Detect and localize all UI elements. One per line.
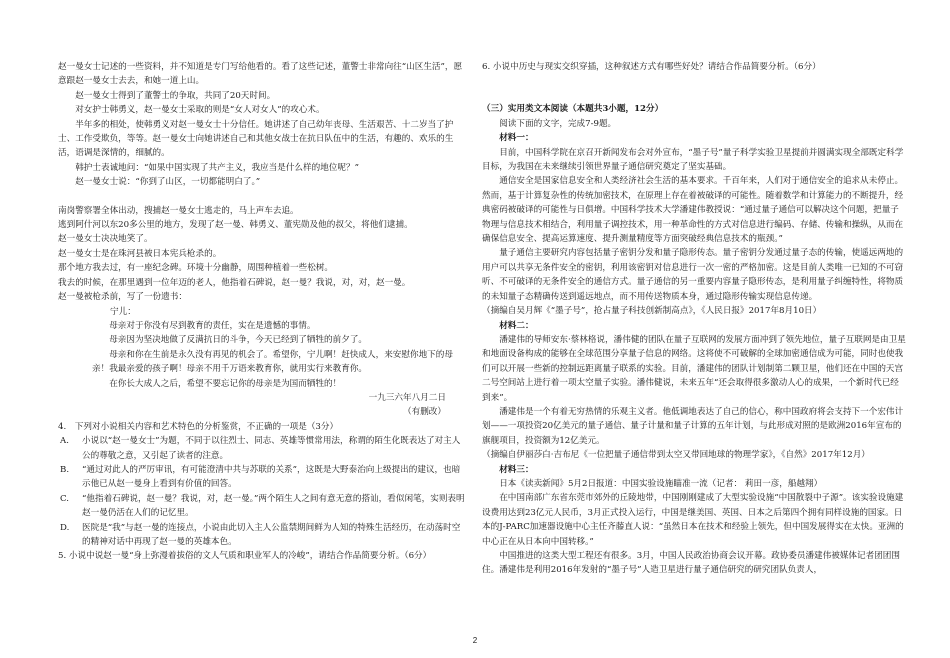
story-paragraph: 南岗警察署全体出动，搜捕赵一曼女士逃走的，马上声车去追。 (58, 205, 299, 216)
option-key: B. (60, 464, 70, 475)
story-paragraph: 赵一曼女士是在珠河县被日本宪兵枪杀的。 (58, 248, 222, 259)
material-2-label: 材料二： (499, 320, 534, 331)
letter-paragraph: 母亲和你在生前是永久没有再见的机会了。希望你，宁儿啊！赶快成人，来安慰你地下的母亲！我最亲爱的孩子啊！母亲不用千万语来教育你，就用实行来教育你。 (92, 349, 453, 375)
option-key: C. (60, 493, 70, 504)
option-a (58, 434, 466, 463)
instruction: 阅读下面的文字，完成7-9题。 (499, 118, 617, 129)
question-5: 5. 小说中说赵一曼“身上弥漫着拔俗的文人气质和职业军人的冷峻”，请结合作品简要分析。（6分） (58, 551, 432, 562)
option-key: A. (60, 436, 69, 447)
story-paragraph: 对女护士韩勇义，赵一曼女士采取的则是“女人对女人”的攻心术。 (75, 105, 325, 116)
story-paragraph: 逃到阿什河以东20多公里的地方，发现了赵一曼、韩勇义、董宪勋及他的叔父，将他们逮捕。 (58, 220, 413, 231)
story-paragraph: 赵一曼女士记述的一些资料，并不知道是专门写给他看的。看了这些记述，董警士非常向往“山区生活”，愿意跟赵一曼女士去去，和她一道上山。 (58, 62, 463, 87)
question-4-stem: 4. 下列对小说相关内容和艺术特色的分析鉴赏，不正确的一项是（3分） (58, 421, 339, 432)
page-number: 2 (472, 636, 478, 645)
letter-salutation: 宁儿： (110, 306, 136, 317)
option-key: D. (60, 522, 70, 533)
story-paragraph: 赵一曼女士说：“你到了山区，一切都能明白了。” (75, 177, 261, 188)
story-paragraph: 半年多的相处，使韩勇义对赵一曼女士十分信任。她讲述了自己幼年丧母、生活艰苦、十二岁当了护士、工作受欺负，等等。赵一曼女士向她讲述自己和其他女战士在抗日队伍中的生活，有趣的、欢乐的生活，语调是深情的，细腻的。 (58, 119, 454, 159)
section-title: （三）实用类文本阅读（本题共3小题，12分） (482, 104, 664, 115)
material-paragraph: 日本《读卖新闻》5月2日报道：中国实验设施瞄准一流（记者： 莉田一彦，船越翔） (499, 478, 823, 489)
source-note: （摘编自伊丽莎白·吉布尼《一位把量子通信带到太空又带回地球的物理学家》，《自然》2017年12月） (482, 450, 870, 461)
source-note: （有删改） (403, 407, 446, 418)
option-d (58, 521, 466, 550)
left-column (58, 60, 466, 564)
option-text: “通过对此人的严厉审讯，有可能澄清中共与苏联的关系”，这既是大野泰治向上级提出的建议，也暗示他已从赵一曼身上看到有价值的回答。 (82, 464, 461, 490)
source-note: （摘编自吴月辉《“墨子号”，抢占量子科技创新制高点》，《人民日报》2017年8月10日） (482, 306, 822, 317)
option-b (58, 463, 466, 492)
material-paragraph: 中国推进的这类大型工程还有很多。3月，中国人民政治协商会议开幕。政协委员潘建伟被媒体记者团团围住。潘建伟是利用2016年发射的“墨子号”人造卫星进行量子通信研究的研究团队负责人， (482, 551, 900, 576)
right-column (482, 60, 906, 578)
material-1-label: 材料一： (499, 133, 534, 144)
question-6: 6. 小说中历史与现实交织穿插，这种叙述方式有哪些好处？请结合作品简要分析。（6分） (482, 62, 821, 72)
story-paragraph: 赵一曼被枪杀前，写了一份遗书： (58, 292, 187, 303)
material-paragraph: 量子通信主要研究内容包括量子密钥分发和量子隐形传态。量子密钥分发通过量子态的传输，使遥远两地的用户可以共享无条件安全的密钥，利用该密钥对信息进行一次一密的严格加密。这是目前人类唯一已知的不可窃听、不可破译的无条件安全的通信方式。量子通信的另一重要内容量子隐形传态，是利用量子纠缠特性，将物质的未知量子态精确传送到遥远地点，而不用传送物质本身，通过隐形传输实现信息传递。 (482, 248, 904, 302)
material-paragraph: 潘建伟的导师安东·蔡林格说，潘伟健的团队在量子互联网的发展方面冲到了领先地位，量子互联网是由卫星和地面设备构成的能够在全球范围分享量子信息的网络。这将使不可破解的全球加密通信成为可能，同时也使我们可以开展一些新的控制远距离量子联系的实验。目前，潘建伟的团队计划制第二颗卫星，他们还在中国的天宫二号空间站上进行着一项太空量子实验。潘伟健说，未来五年“还会取得很多激动人心的成果，一个新时代已经到来”。 (482, 334, 906, 403)
story-paragraph: 赵一曼女士得到了董警士的争取，共同了20天时间。 (75, 90, 276, 101)
material-paragraph: 通信安全是国家信息安全和人类经济社会生活的基本要求。千百年来，人们对于通信安全的追求从未停止。然而，基于计算复杂性的传统加密技术，在原理上存在着被破译的可能性。随着数学和计算能力的不断提升，经典密码被破译的可能性与日俱增。中国科学技术大学潘建伟教授说：“通过量子通信可以解决这个问题，把量子物理与信息技术相结合，利用量子调控技术，用一种革命性的方式对信息进行编码、存储、传输和操纵，从而在确保信息安全、提高运算速度、提升测量精度等方面突破经典信息技术的瓶颈。” (482, 176, 904, 245)
option-text: 医院是“我”与赵一曼的连接点，小说由此切入主人公监禁期间鲜为人知的特殊生活经历，在动荡时空的精神对话中再现了赵一曼的英雄本色。 (82, 522, 461, 547)
option-text: “他指着石碑说，赵一曼？我说，对，赵一曼。”两个陌生人之间有意无意的搭讪，看似闲笔，实则表明赵一曼仍活在人们的记忆里。 (82, 493, 465, 519)
letter-paragraph: 母亲对于你没有尽到教育的责任，实在是遗憾的事情。 (109, 320, 316, 331)
material-paragraph: 潘建伟是一个有着无穷热情的乐观主义者。他低调地表达了自己的信心，称中国政府将会支持下一个宏伟计划——一项投资20亿美元的量子通信、量子计量和量子计算的五年计划，与此形成对照的是欧洲2016年宣布的旗舰项目，投资额为12亿美元。 (482, 406, 904, 446)
story-paragraph: 韩护士表诚地问：“如果中国实现了共产主义，我应当是什么样的地位呢？” (75, 162, 359, 173)
story-paragraph: 我去的时候，在那里遇到一位年迈的老人，他指着石碑说，赵一曼？我说，对，对，赵一曼。 (58, 277, 411, 288)
material-paragraph: 目前，中国科学院在京召开新闻发布会对外宣布，“墨子号”量子科学实验卫星提前并圆满实现全部既定科学目标，为我国在未来继续引领世界量子通信研究奠定了坚实基础。 (482, 147, 904, 173)
story-paragraph: 那个地方我去过，有一座纪念碑。环境十分幽静，周围种植着一些松树。 (58, 263, 334, 274)
letter-paragraph: 母亲因为坚决地做了反满抗日的斗争，今天已经到了牺牲的前夕了。 (109, 335, 368, 346)
option-c (58, 492, 466, 521)
story-paragraph: 赵一曼女士决决地笑了。 (58, 234, 153, 245)
option-text: 小说以“赵一曼女士”为题，不同于以往烈士、同志、英雄等惯常用法，称谓的陌生化既表达了对主人公的尊敬之意，又引起了读者的注意。 (82, 436, 461, 461)
will-letter (58, 305, 466, 420)
material-3-label: 材料三： (499, 464, 534, 475)
material-paragraph: 在中国南部广东省东莞市郊外的丘陵地带，中国刚刚建成了大型实验设施“中国散裂中子源”。该实验设施建设费用达到23亿元人民币，3月正式投入运行，中国是继美国、英国、日本之后第四个拥有同样设施的国家。日本的J-PARC加速器设施中心主任齐藤直人说：“虽然日本在技术和经验上领先，但中国发展得实在太快。亚洲的中心正在从日本向中国转移。” (482, 493, 904, 547)
letter-paragraph: 在你长大成人之后，希望不要忘记你的母亲是为国而牺牲的！ (109, 378, 342, 389)
letter-date: 一九三六年八月二日 (368, 392, 446, 403)
